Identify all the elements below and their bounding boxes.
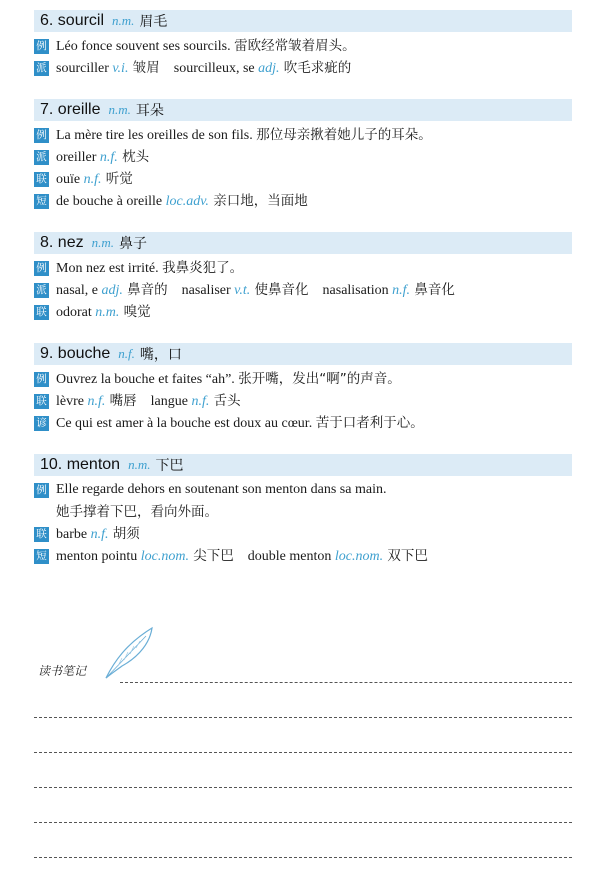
grammar-label: adj.	[101, 283, 123, 298]
chinese-text: 鼻音的	[122, 282, 168, 298]
line-tag-badge: 例	[34, 483, 49, 498]
grammar-label: n.f.	[99, 150, 118, 165]
line-tag-badge: 短	[34, 549, 49, 564]
french-text: La mère tire les oreilles de son fils.	[56, 128, 257, 143]
line-tag-badge: 派	[34, 283, 49, 298]
entry-line	[34, 279, 572, 301]
vocab-entry	[34, 10, 572, 79]
entry-line	[34, 146, 572, 168]
chinese-text: 我鼻炎犯了。	[162, 260, 244, 276]
entry-line	[34, 190, 572, 212]
french-text: Léo fonce souvent ses sourcils.	[56, 39, 235, 54]
line-tag-badge: 联	[34, 527, 49, 542]
chinese-text: 吹毛求疵的	[279, 60, 352, 76]
chinese-text: 那位母亲揪着她儿子的耳朵。	[256, 127, 432, 143]
french-text: lèvre	[56, 394, 88, 409]
feather-icon	[100, 622, 160, 682]
line-tag-badge: 谚	[34, 416, 49, 431]
line-tag-badge: 短	[34, 194, 49, 209]
grammar-label: n.m.	[95, 305, 120, 320]
french-text: sourcilleux, se	[173, 61, 259, 76]
chinese-text: 亲口地，当面地	[208, 193, 308, 209]
entry-pos: n.m.	[91, 235, 114, 250]
chinese-text: 嘴唇	[105, 393, 137, 409]
entry-word: 7. oreille	[40, 101, 101, 118]
chinese-text: 雷欧经常皱着眉头。	[234, 38, 356, 54]
french-text: oreiller	[56, 150, 100, 165]
chinese-text: 双下巴	[383, 548, 428, 564]
line-tag-badge: 派	[34, 61, 49, 76]
entry-line	[34, 412, 572, 434]
line-tag-badge: 派	[34, 150, 49, 165]
entry-translation: 耳朵	[135, 103, 164, 119]
notes-line[interactable]	[34, 787, 572, 788]
chinese-text: 舌头	[209, 393, 241, 409]
chinese-text: 尖下巴	[189, 548, 234, 564]
entry-pos: n.f.	[118, 346, 135, 361]
french-text: Mon nez est irrité.	[56, 261, 163, 276]
french-text: double menton	[247, 549, 335, 564]
entry-translation: 嘴，口	[139, 347, 182, 363]
vocab-entry	[34, 454, 572, 567]
line-tag-badge: 例	[34, 261, 49, 276]
entry-line	[34, 57, 572, 79]
entry-header	[34, 232, 572, 254]
vocab-entry	[34, 343, 572, 434]
reading-notes-label: 读书笔记	[38, 664, 87, 678]
entry-word: 10. menton	[40, 456, 121, 473]
grammar-label: loc.adv.	[165, 194, 209, 209]
line-tag-badge: 联	[34, 172, 49, 187]
notes-line[interactable]	[120, 682, 572, 683]
entry-word: 8. nez	[40, 234, 84, 251]
grammar-label: adj.	[258, 61, 280, 76]
french-text: de bouche à oreille	[56, 194, 166, 209]
chinese-text: 苦于口者利于心。	[315, 415, 424, 431]
entry-pos: n.m.	[108, 102, 131, 117]
entry-header	[34, 10, 572, 32]
chinese-text: 胡须	[108, 526, 140, 542]
entry-translation: 鼻子	[118, 236, 147, 252]
french-text: nasaliser	[181, 283, 235, 298]
grammar-label: n.f.	[83, 172, 102, 187]
french-text: nasal, e	[56, 283, 102, 298]
french-text: odorat	[56, 305, 96, 320]
chinese-text: 张开嘴，发出“啊”的声音。	[238, 371, 401, 387]
vocab-entry	[34, 232, 572, 323]
entry-line	[34, 301, 572, 323]
grammar-label: n.f.	[90, 527, 109, 542]
grammar-label: n.f.	[191, 394, 210, 409]
french-text: langue	[150, 394, 192, 409]
line-tag-badge: 例	[34, 128, 49, 143]
grammar-label: v.t.	[234, 283, 251, 298]
chinese-text: 鼻音化	[410, 282, 455, 298]
grammar-label: loc.nom.	[140, 549, 189, 564]
entry-pos: n.m.	[112, 13, 135, 28]
french-text: menton pointu	[56, 549, 141, 564]
entry-pos: n.m.	[128, 457, 151, 472]
french-text: Ouvrez la bouche et faites “ah”.	[56, 372, 239, 387]
entry-line	[34, 501, 572, 523]
notes-line[interactable]	[34, 717, 572, 718]
chinese-text: 皱眉	[128, 60, 160, 76]
grammar-label: n.f.	[87, 394, 106, 409]
french-text: ouïe	[56, 172, 84, 187]
chinese-text: 枕头	[117, 149, 150, 165]
french-text: barbe	[56, 527, 91, 542]
notes-line[interactable]	[34, 822, 572, 823]
entry-line	[34, 168, 572, 190]
entry-header	[34, 99, 572, 121]
line-tag-badge: 例	[34, 39, 49, 54]
grammar-label: loc.nom.	[334, 549, 384, 564]
entry-translation: 下巴	[155, 458, 184, 474]
chinese-text: 使鼻音化	[250, 282, 309, 298]
entry-word: 6. sourcil	[40, 12, 105, 29]
entry-header	[34, 454, 572, 476]
grammar-label: n.f.	[392, 283, 411, 298]
vocab-entry	[34, 99, 572, 212]
grammar-label: v.i.	[112, 61, 129, 76]
line-tag-badge: 例	[34, 372, 49, 387]
french-text: Ce qui est amer à la bouche est doux au cœur.	[56, 416, 316, 431]
notes-line[interactable]	[34, 752, 572, 753]
entry-line	[34, 523, 572, 545]
entry-header	[34, 343, 572, 365]
entry-line	[34, 35, 572, 57]
chinese-text: 她手撑着下巴，看向外面。	[56, 504, 218, 520]
entry-line	[34, 124, 572, 146]
chinese-text: 嗅觉	[119, 304, 151, 320]
french-text: Elle regarde dehors en soutenant son menton dans sa main.	[56, 482, 387, 497]
line-tag-badge: 联	[34, 305, 49, 320]
french-text: nasalisation	[322, 283, 393, 298]
entry-line	[34, 368, 572, 390]
entry-line	[34, 545, 572, 567]
entry-translation: 眉毛	[139, 14, 168, 30]
entry-line	[34, 479, 572, 501]
french-text: sourciller	[56, 61, 113, 76]
notes-line[interactable]	[34, 857, 572, 858]
entry-line	[34, 257, 572, 279]
entry-line	[34, 390, 572, 412]
chinese-text: 听觉	[101, 171, 133, 187]
entry-word: 9. bouche	[40, 345, 111, 362]
line-tag-badge: 联	[34, 394, 49, 409]
